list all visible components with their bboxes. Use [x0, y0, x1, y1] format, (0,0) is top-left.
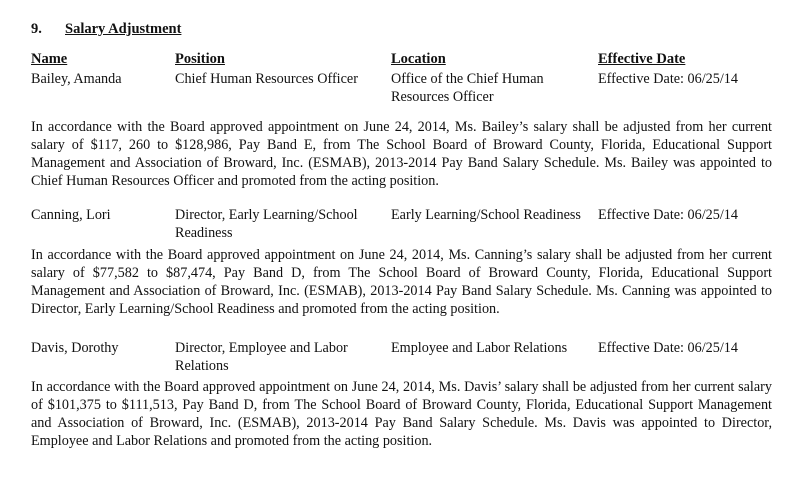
column-header-name: Name: [31, 51, 68, 67]
entry-name: Canning, Lori: [31, 207, 111, 223]
section-heading: [31, 20, 181, 38]
entry-effective-date: Effective Date: 06/25/14: [598, 340, 738, 356]
entry-effective-date: Effective Date: 06/25/14: [598, 71, 738, 87]
entry-location: Early Learning/School Readiness: [391, 207, 581, 223]
entry-name: Davis, Dorothy: [31, 340, 119, 356]
section-number: 9.: [31, 21, 42, 37]
entry-name: Bailey, Amanda: [31, 71, 122, 87]
entry-position: Director, Employee and Labor Relations: [175, 340, 348, 374]
entry-position: Chief Human Resources Officer: [175, 71, 358, 87]
entry-position: Director, Early Learning/School Readiness: [175, 207, 358, 241]
column-header-position: Position: [175, 51, 225, 67]
section-title: Salary Adjustment: [65, 21, 182, 37]
entry-effective-date: Effective Date: 06/25/14: [598, 207, 738, 223]
entry-paragraph-davis: In accordance with the Board approved appointment on June 24, 2014, Ms. Davis’ salary shall be adjusted from her current salary of $101,375 to $111,513, Pay Band D, from The School Board of Broward County, Florida, Educational Support Management and Association of Broward, Inc. (ESMAB), 2013-2014 Pay Band Salary Schedule. Ms. Davis was appointed to Director, Employee and Labor Relations and promoted from the acting position.: [31, 379, 772, 449]
entry-paragraph-canning: In accordance with the Board approved appointment on June 24, 2014, Ms. Canning’s salary shall be adjusted from her current salary of $77,582 to $87,474, Pay Band D, from The School Board of Broward County, Florida, Educational Support Management and Association of Broward, Inc. (ESMAB), 2013-2014 Pay Band Salary Schedule. Ms. Canning was appointed to Director, Early Learning/School Readiness and promoted from the acting position.: [31, 247, 772, 317]
entry-paragraph-bailey: In accordance with the Board approved appointment on June 24, 2014, Ms. Bailey’s salary shall be adjusted from her current salary of $117, 260 to $128,986, Pay Band E, from The School Board of Broward County, Florida, Educational Support Management and Association of Broward, Inc. (ESMAB), 2013-2014 Pay Band Salary Schedule. Ms. Bailey was appointed to Chief Human Resources Officer and promoted from the acting position.: [31, 119, 772, 189]
entry-location: Employee and Labor Relations: [391, 340, 568, 356]
column-header-location: Location: [391, 51, 446, 67]
column-header-effective-date: Effective Date: [598, 51, 686, 67]
entry-location: Office of the Chief Human Resources Officer: [391, 71, 544, 105]
